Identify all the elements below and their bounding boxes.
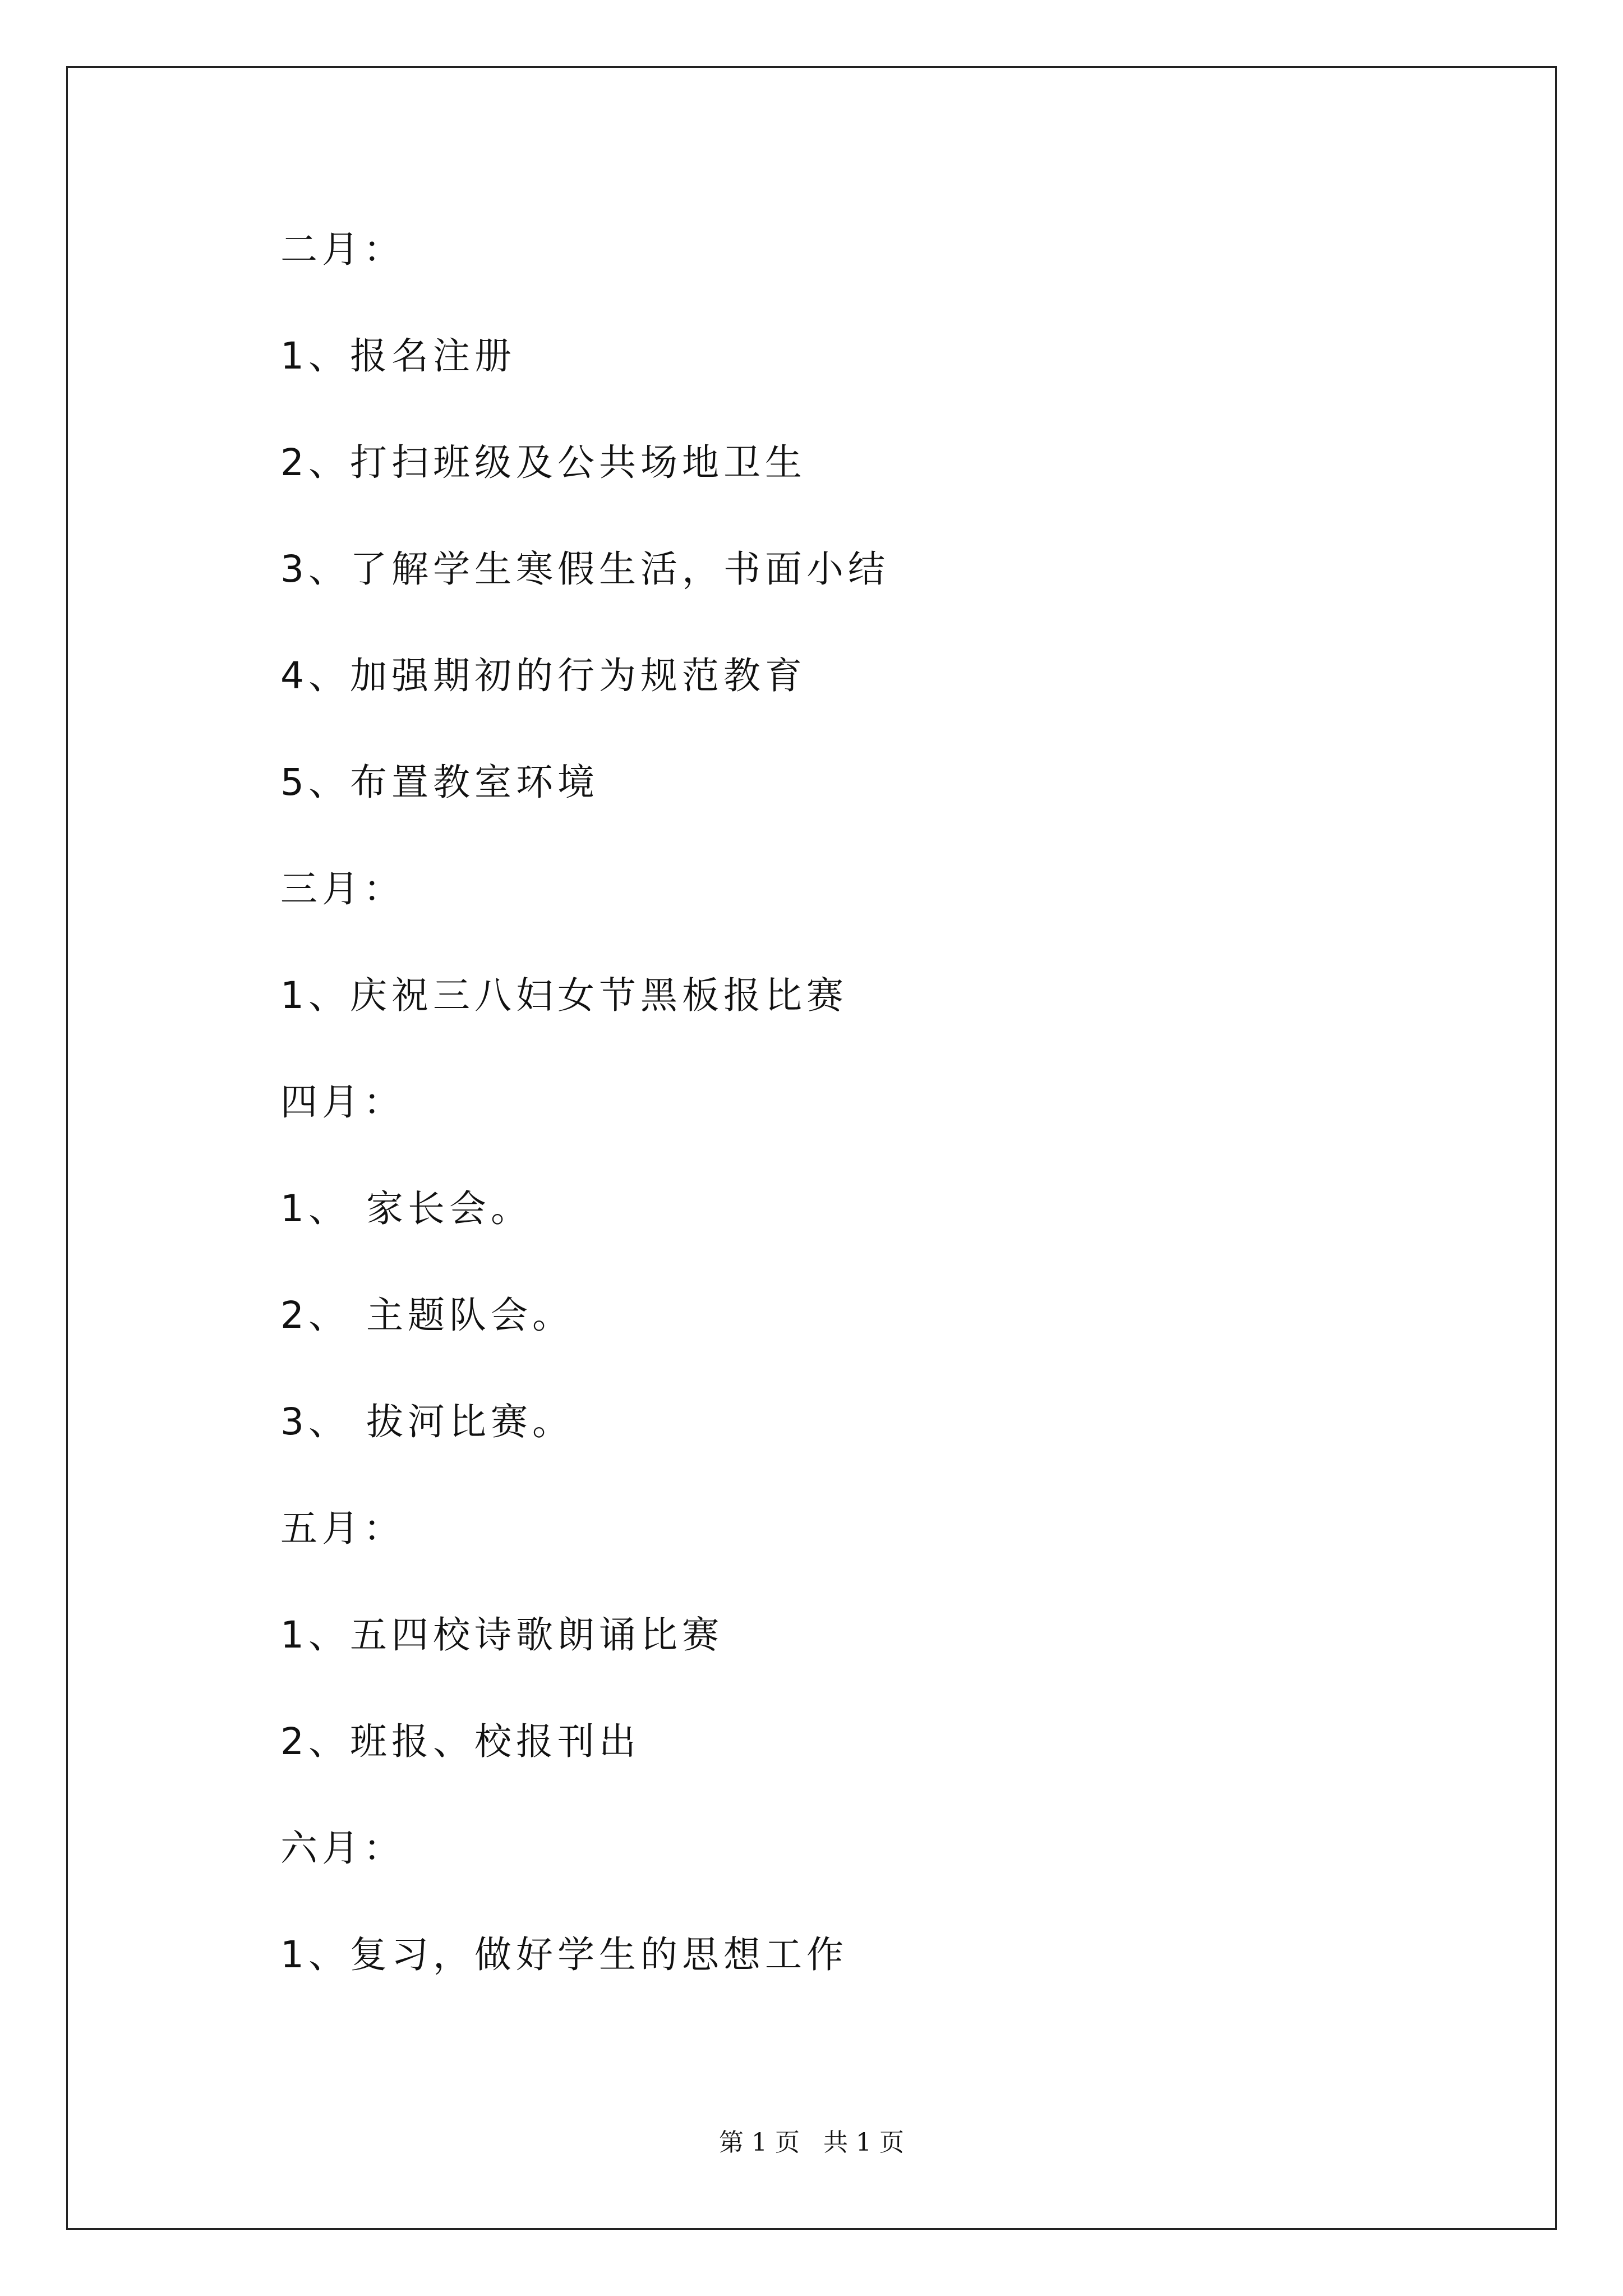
list-item: 1、五四校诗歌朗诵比赛: [280, 1613, 723, 1657]
document-body: [280, 0, 1458, 2296]
list-item: 5、布置教室环境: [280, 761, 599, 804]
list-item: 1、报名注册: [280, 334, 516, 378]
list-item: 1、庆祝三八妇女节黑板报比赛: [280, 974, 848, 1017]
month-heading-may: 五月：: [280, 1507, 405, 1550]
list-item: 2、 主题队会。: [280, 1294, 574, 1337]
list-item: 2、打扫班级及公共场地卫生: [280, 441, 806, 484]
month-heading-april: 四月：: [280, 1080, 405, 1124]
list-item: 1、复习，做好学生的思想工作: [280, 1933, 848, 1976]
page-number-footer: 第 1 页 共 1 页: [719, 2128, 904, 2157]
month-heading-march: 三月：: [280, 867, 405, 910]
list-item: 3、了解学生寒假生活，书面小结: [280, 547, 889, 591]
month-heading-june: 六月：: [280, 1826, 405, 1870]
month-heading-february: 二月：: [280, 228, 405, 271]
list-item: 3、 拔河比赛。: [280, 1400, 574, 1443]
list-item: 2、班报、校报刊出: [280, 1720, 640, 1763]
list-item: 4、加强期初的行为规范教育: [280, 654, 806, 697]
list-item: 1、 家长会。: [280, 1187, 532, 1230]
